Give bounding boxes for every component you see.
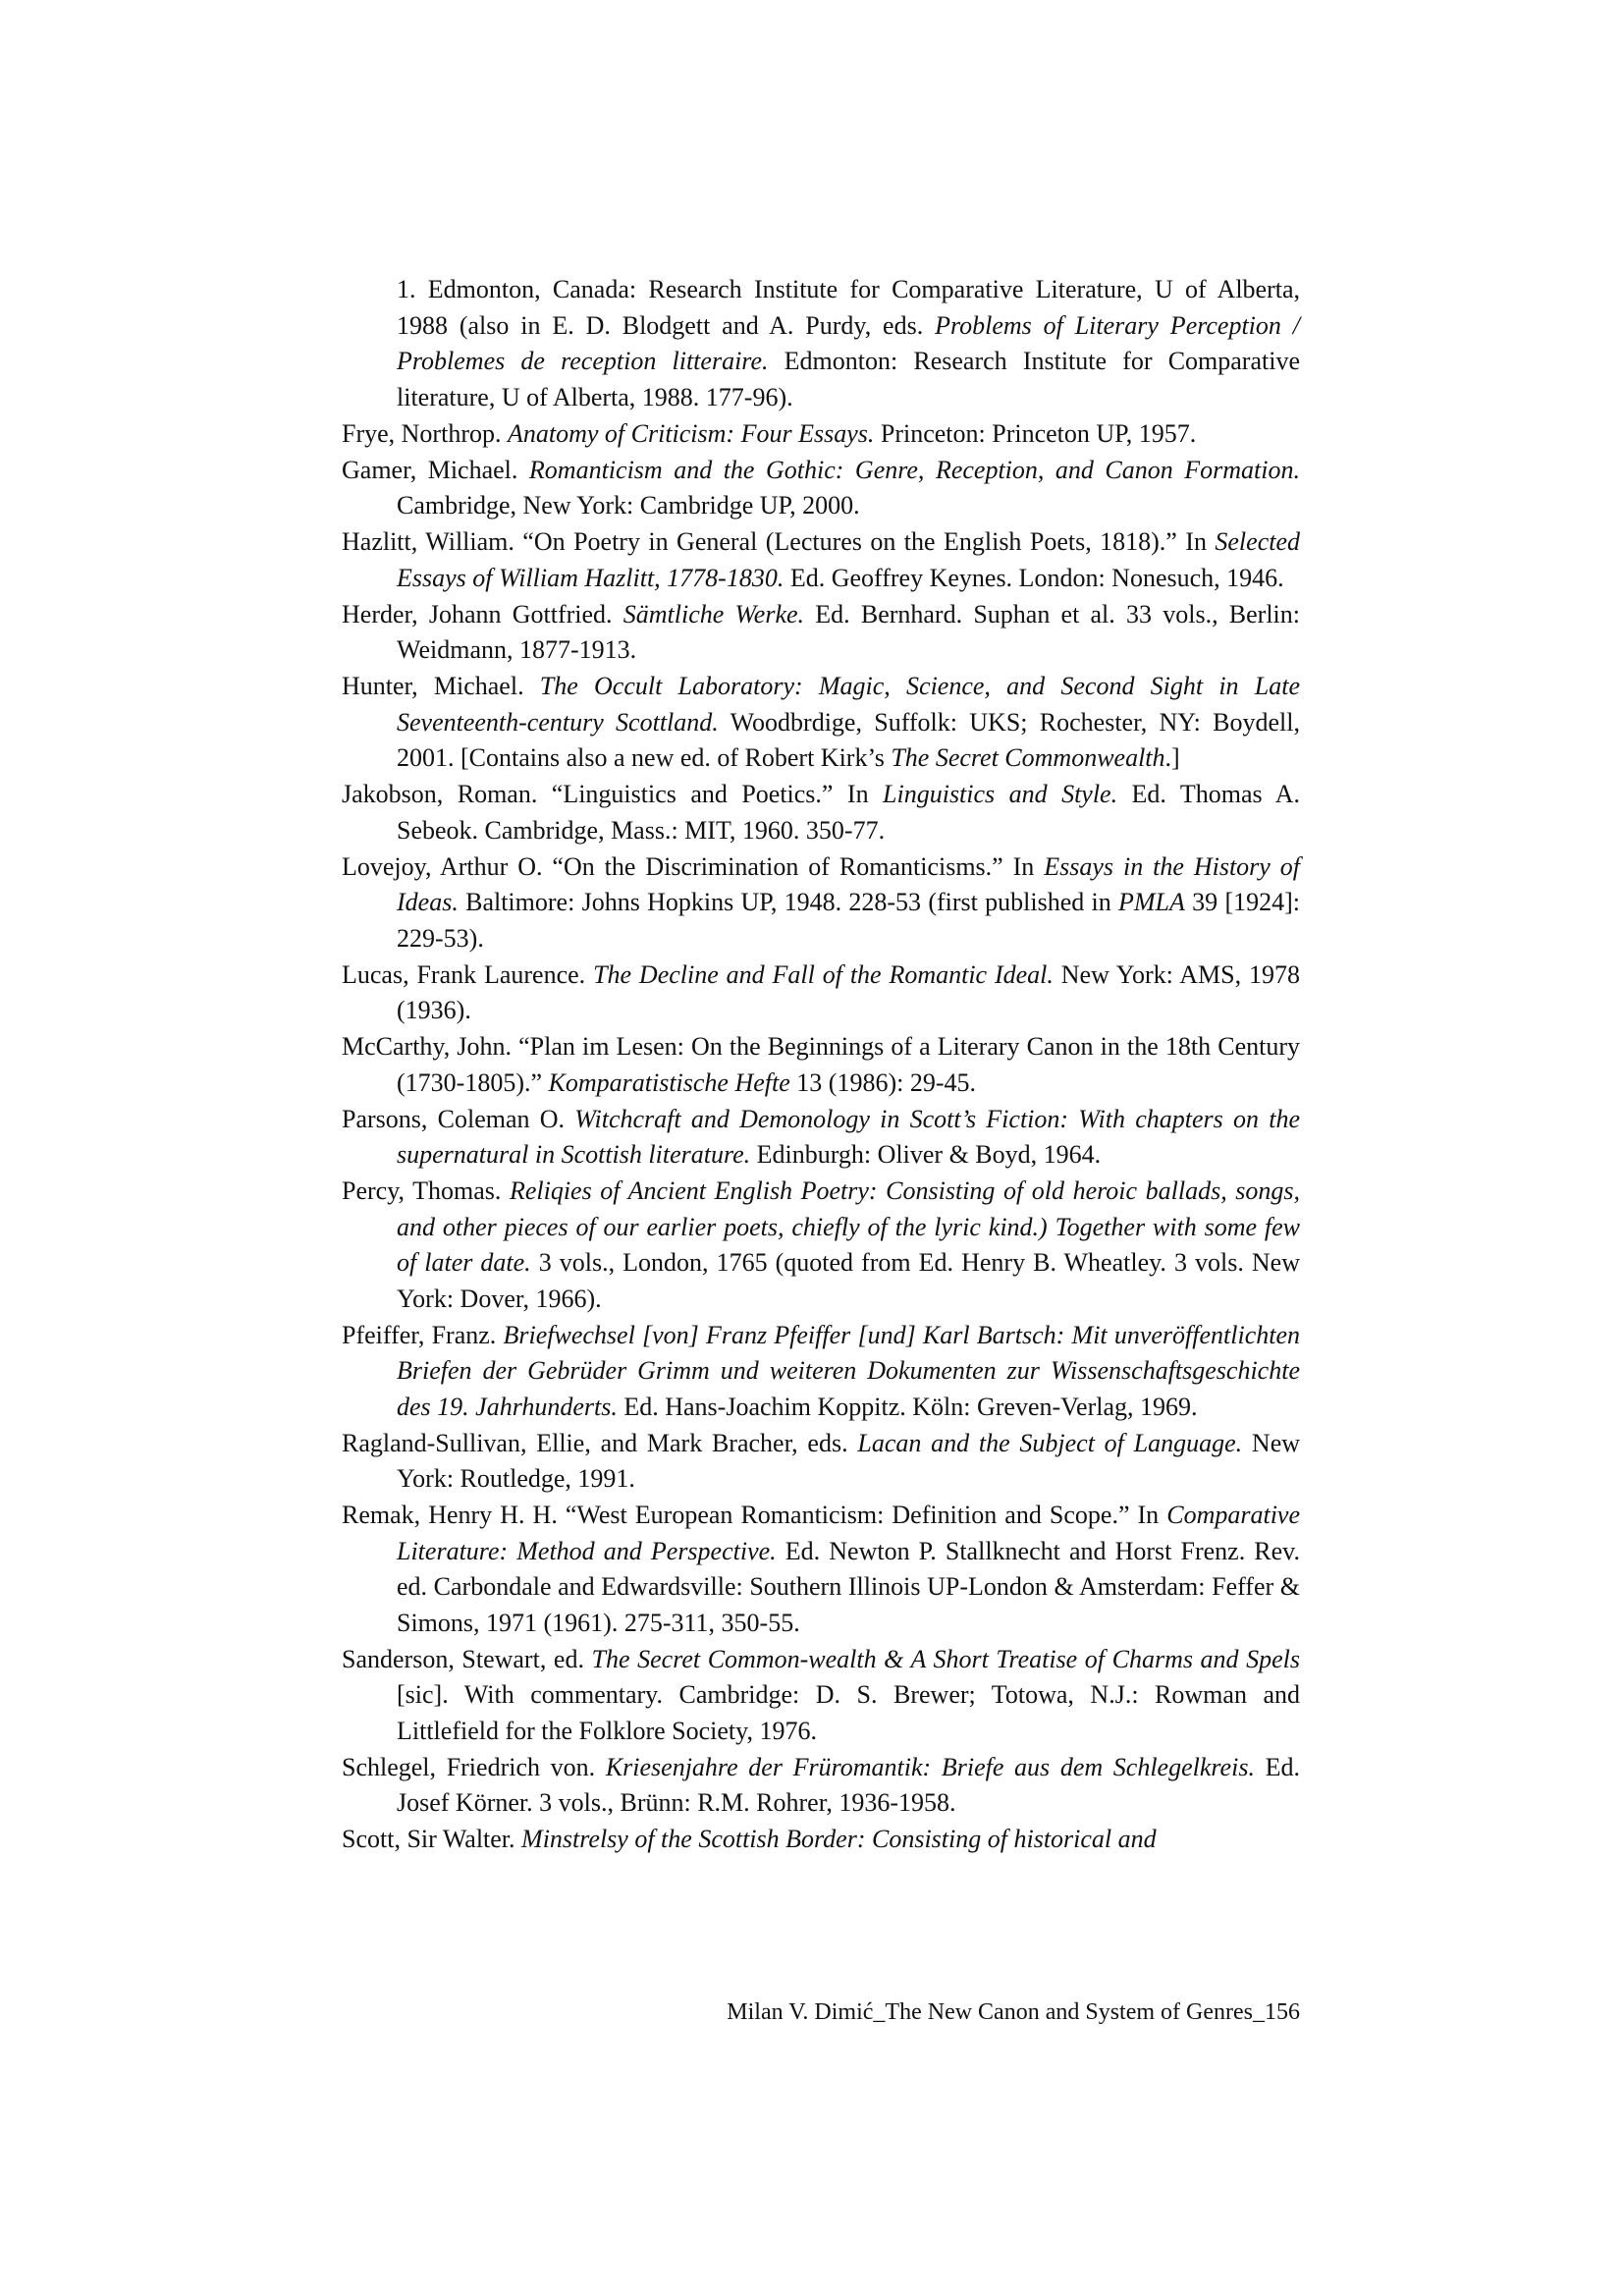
entry-text: Scott, Sir Walter. bbox=[342, 1825, 522, 1853]
bibliography bbox=[342, 272, 1300, 1858]
entry-title-italic: PMLA bbox=[1118, 888, 1185, 916]
entry-text: Hunter, Michael. bbox=[342, 672, 540, 700]
entry-text: Princeton: Princeton UP, 1957. bbox=[874, 418, 1197, 448]
entry-title-italic: The Secret Common-wealth & A Short Treatise of Charms and Spels bbox=[591, 1644, 1301, 1673]
entry-title-italic: Sämtliche Werke. bbox=[622, 599, 805, 629]
entry-title-italic: Comparative Literature: Method and Perspective. bbox=[397, 1501, 1300, 1565]
bibliography-entry bbox=[342, 524, 1300, 596]
entry-text: .] bbox=[1164, 743, 1180, 772]
entry-title-italic: Reliqies of Ancient English Poetry: Consisting of old heroic ballads, songs, and other pieces of our earlier poets, chiefly of the lyric kind.) Together with some few of later date. bbox=[397, 1176, 1301, 1277]
entry-text: Remak, Henry H. H. “West European Romanticism: Definition and Scope.” In bbox=[342, 1501, 1167, 1529]
entry-text: McCarthy, John. “Plan im Lesen: On the Beginnings of a Literary Canon in the 18th Century (1730-1805).” bbox=[342, 1032, 1300, 1097]
entry-text: Jakobson, Roman. “Linguistics and Poetics.” In bbox=[342, 780, 884, 808]
entry-text: Edinburgh: Oliver & Boyd, 1964. bbox=[750, 1140, 1102, 1169]
entry-text: Schlegel, Friedrich von. bbox=[342, 1752, 606, 1781]
bibliography-entry bbox=[342, 1318, 1300, 1426]
entry-title-italic: Romanticism and the Gothic: Genre, Reception, and Canon Formation. bbox=[528, 455, 1300, 484]
bibliography-entry bbox=[342, 1174, 1300, 1317]
entry-text: New York: AMS, 1978 (1936). bbox=[397, 959, 1300, 1024]
entry-title-italic: Linguistics and Style. bbox=[883, 780, 1118, 808]
bibliography-entry bbox=[342, 597, 1300, 669]
entry-title-italic: Anatomy of Criticism: Four Essays. bbox=[507, 418, 875, 448]
entry-title-italic: Komparatistische Hefte bbox=[548, 1067, 790, 1097]
entry-text: 13 (1986): 29-45. bbox=[789, 1067, 976, 1097]
entry-text: Sanderson, Stewart, ed. bbox=[342, 1644, 592, 1673]
entry-text: Pfeiffer, Franz. bbox=[342, 1320, 504, 1349]
entry-text: Herder, Johann Gottfried. bbox=[342, 599, 623, 629]
entry-text: Ed. Newton P. Stallknecht and Horst Frenz. Rev. ed. Carbondale and Edwardsville: Southern Illinois UP-London & Amsterdam: Feffer & Simons, 1971 (1961). 275-311, 350-55. bbox=[397, 1536, 1300, 1637]
entry-text: [sic]. With commentary. Cambridge: D. S. Brewer; Totowa, N.J.: Rowman and Littlefield for the Folklore Society, 1976. bbox=[397, 1680, 1300, 1745]
entry-text: Gamer, Michael. bbox=[342, 455, 529, 484]
entry-text: Edmonton: Research Institute for Comparative literature, U of Alberta, 1988. 177-96). bbox=[397, 347, 1300, 411]
entry-text: Woodbrdige, Suffolk: UKS; Rochester, NY: Boydell, 2001. [Contains also a new ed. of Robert Kirk’s bbox=[397, 707, 1300, 772]
entry-text: Lovejoy, Arthur O. “On the Discrimination of Romanticisms.” In bbox=[342, 851, 1045, 881]
entry-title-italic: Briefwechsel [von] Franz Pfeiffer [und] Karl Bartsch: Mit unveröffentlichten Briefen der Gebrüder Grimm und weiteren Dokumenten zur Wissenschaftsgeschichte des 19. Jahrhunderts. bbox=[397, 1320, 1300, 1421]
entry-text: Baltimore: Johns Hopkins UP, 1948. 228-53 (first published in bbox=[458, 888, 1119, 916]
entry-text: Hazlitt, William. “On Poetry in General (Lectures on the English Poets, 1818).” In bbox=[342, 527, 1216, 556]
page-footer: Milan V. Dimić_The New Canon and System of Genres_156 bbox=[727, 1999, 1300, 2025]
bibliography-entry bbox=[342, 453, 1300, 524]
entry-text: Cambridge, New York: Cambridge UP, 2000. bbox=[397, 491, 860, 519]
entry-title-italic: Selected Essays of William Hazlitt, 1778-1830. bbox=[397, 527, 1300, 592]
bibliography-entry bbox=[342, 1102, 1300, 1174]
entry-text: Ed. Hans-Joachim Koppitz. Köln: Greven-Verlag, 1969. bbox=[617, 1392, 1198, 1421]
entry-text: Ed. Bernhard. Suphan et al. 33 vols., Berlin: Weidmann, 1877-1913. bbox=[397, 599, 1301, 664]
entry-title-italic: Problems of Literary Perception / Problemes de reception litteraire. bbox=[397, 310, 1300, 375]
bibliography-entry bbox=[342, 1642, 1300, 1750]
bibliography-entry bbox=[342, 669, 1300, 777]
entry-title-italic: Essays in the History of Ideas. bbox=[397, 851, 1300, 916]
entry-text: Lucas, Frank Laurence. bbox=[342, 959, 594, 989]
entry-text: Percy, Thomas. bbox=[342, 1176, 510, 1205]
entry-title-italic: Minstrelsy of the Scottish Border: Consisting of historical and bbox=[521, 1825, 1157, 1853]
bibliography-entry bbox=[342, 957, 1300, 1029]
entry-text: 1. Edmonton, Canada: Research Institute for Comparative Literature, U of Alberta, 1988 (also in E. D. Blodgett and A. Purdy, eds. bbox=[397, 275, 1300, 340]
entry-title-italic: Lacan and the Subject of Language. bbox=[857, 1428, 1243, 1457]
bibliography-entry bbox=[342, 777, 1300, 848]
entry-title-italic: Kriesenjahre der Früromantik: Briefe aus dem Schlegelkreis. bbox=[605, 1752, 1255, 1781]
entry-title-italic: The Occult Laboratory: Magic, Science, and Second Sight in Late Seventeenth-century Scottland. bbox=[397, 672, 1301, 737]
bibliography-entry bbox=[342, 849, 1300, 957]
entry-text: Parsons, Coleman O. bbox=[342, 1104, 575, 1133]
bibliography-entry bbox=[342, 1426, 1300, 1498]
entry-text: New York: Routledge, 1991. bbox=[397, 1428, 1301, 1493]
entry-text: Ed. Josef Körner. 3 vols., Brünn: R.M. Rohrer, 1936-1958. bbox=[397, 1752, 1300, 1817]
entry-title-italic: Witchcraft and Demonology in Scott’s Fiction: With chapters on the supernatural in Scottish literature. bbox=[397, 1104, 1300, 1169]
bibliography-entry bbox=[342, 416, 1300, 453]
entry-text: Ed. Thomas A. Sebeok. Cambridge, Mass.: MIT, 1960. 350-77. bbox=[397, 780, 1300, 845]
bibliography-entry bbox=[342, 1750, 1300, 1822]
entry-text: Ragland-Sullivan, Ellie, and Mark Bracher, eds. bbox=[342, 1428, 858, 1457]
entry-title-italic: The Decline and Fall of the Romantic Ideal. bbox=[593, 959, 1054, 989]
bibliography-entry bbox=[342, 1029, 1300, 1101]
bibliography-entry bbox=[342, 1498, 1300, 1641]
entry-text: Ed. Geoffrey Keynes. London: Nonesuch, 1946. bbox=[784, 563, 1284, 592]
bibliography-entry bbox=[342, 272, 1300, 415]
entry-text: 39 [1924]: 229-53). bbox=[397, 888, 1300, 953]
entry-text: 3 vols., London, 1765 (quoted from Ed. Henry B. Wheatley. 3 vols. New York: Dover, 1966). bbox=[397, 1248, 1300, 1313]
entry-text: Frye, Northrop. bbox=[342, 418, 508, 448]
entry-title-italic: The Secret Commonwealth bbox=[891, 743, 1165, 772]
bibliography-entry bbox=[342, 1822, 1300, 1858]
